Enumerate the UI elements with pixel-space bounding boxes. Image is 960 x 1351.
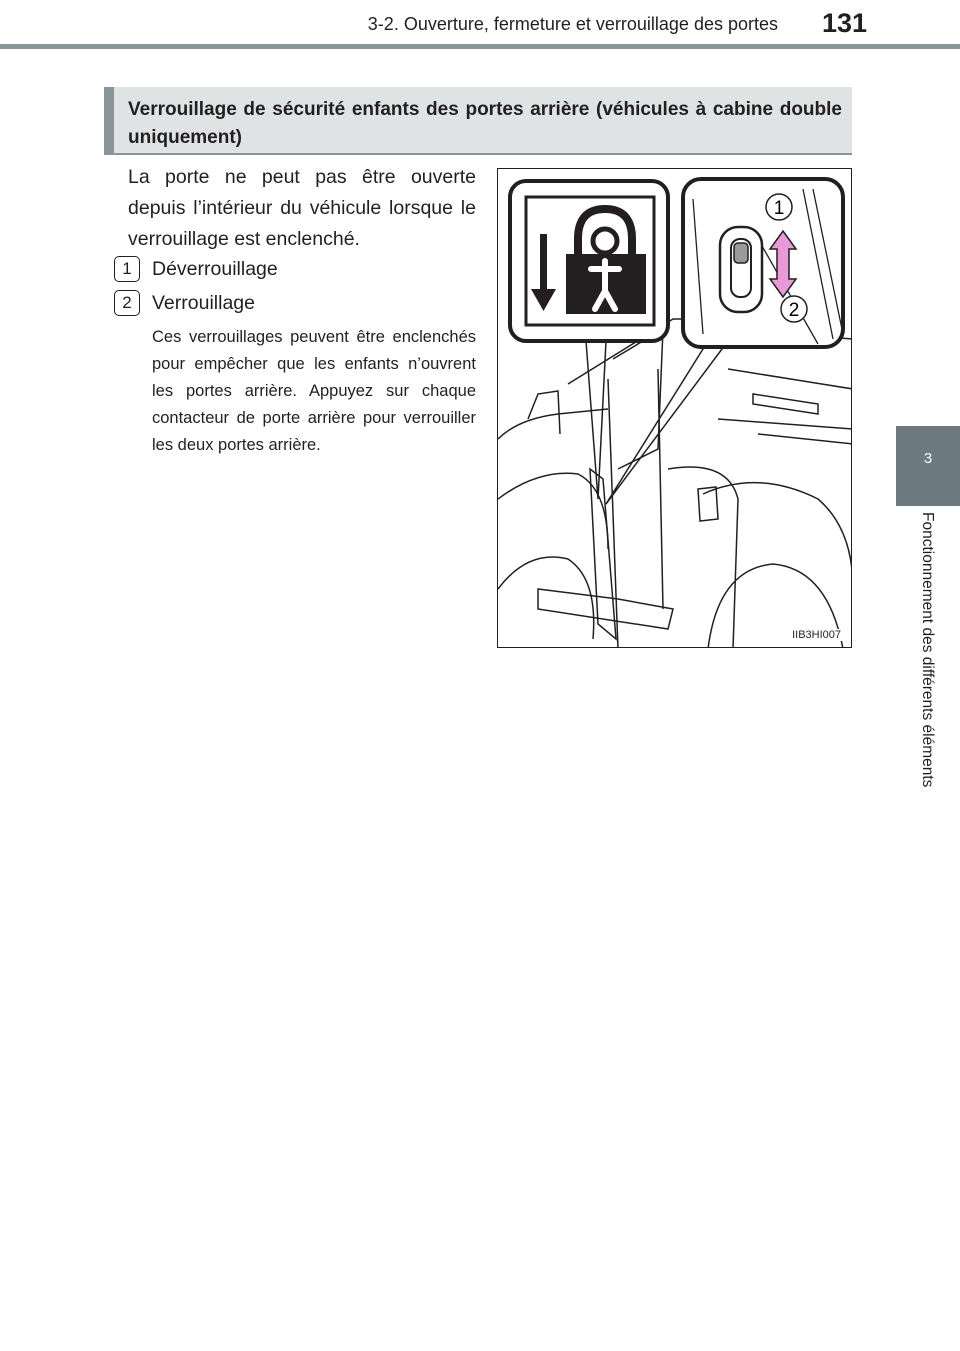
vehicle-door-drawing bbox=[498, 169, 852, 648]
chapter-tab[interactable] bbox=[896, 426, 960, 506]
list-item-label: Déverrouillage bbox=[152, 258, 278, 280]
note-paragraph: Ces verrouillages peuvent être enclenchés pour empêcher que les enfants n’ouvrent les portes arrière. Appuyez sur chaque contacteur de porte arrière pour verrouiller les deux portes arrière. bbox=[152, 328, 476, 454]
side-step bbox=[538, 589, 673, 629]
callout-2-label: 2 bbox=[788, 300, 800, 321]
chapter-title: Fonctionnement des différents éléments bbox=[919, 512, 936, 788]
child-lock-switch bbox=[720, 227, 762, 312]
callout-leader-left bbox=[586, 341, 606, 499]
chapter-number: 3 bbox=[923, 450, 933, 467]
section-heading bbox=[104, 87, 852, 155]
front-wheel bbox=[498, 557, 594, 639]
child-lock-illustration bbox=[497, 168, 852, 648]
rear-fender bbox=[668, 467, 738, 648]
number-badge: 1 bbox=[114, 256, 140, 282]
rear-wheel-arch bbox=[703, 483, 852, 589]
page-number: 131 bbox=[821, 8, 867, 38]
bed-rail bbox=[728, 369, 852, 389]
intro-paragraph: La porte ne peut pas être ouverte depuis l’intérieur du véhicule lorsque le verrouillage est enclenché. bbox=[128, 166, 476, 250]
section-heading-text: Verrouillage de sécurité enfants des portes arrière (véhicules à cabine double uniquement) bbox=[128, 99, 842, 148]
image-code: IIB3HI007 bbox=[792, 629, 841, 641]
header-divider bbox=[0, 44, 960, 49]
rear-door-window bbox=[613, 329, 663, 469]
side-mirror bbox=[528, 391, 560, 434]
header-section-title: 3-2. Ouverture, fermeture et verrouillage des portes bbox=[367, 14, 778, 34]
bed-light bbox=[753, 394, 818, 414]
callout-leader-right bbox=[606, 341, 728, 504]
bed-trim bbox=[758, 434, 852, 444]
callout-1-label: 1 bbox=[773, 198, 785, 219]
bed-side-line bbox=[718, 419, 852, 429]
list-item-label: Verrouillage bbox=[152, 292, 255, 314]
number-badge: 2 bbox=[114, 290, 140, 316]
